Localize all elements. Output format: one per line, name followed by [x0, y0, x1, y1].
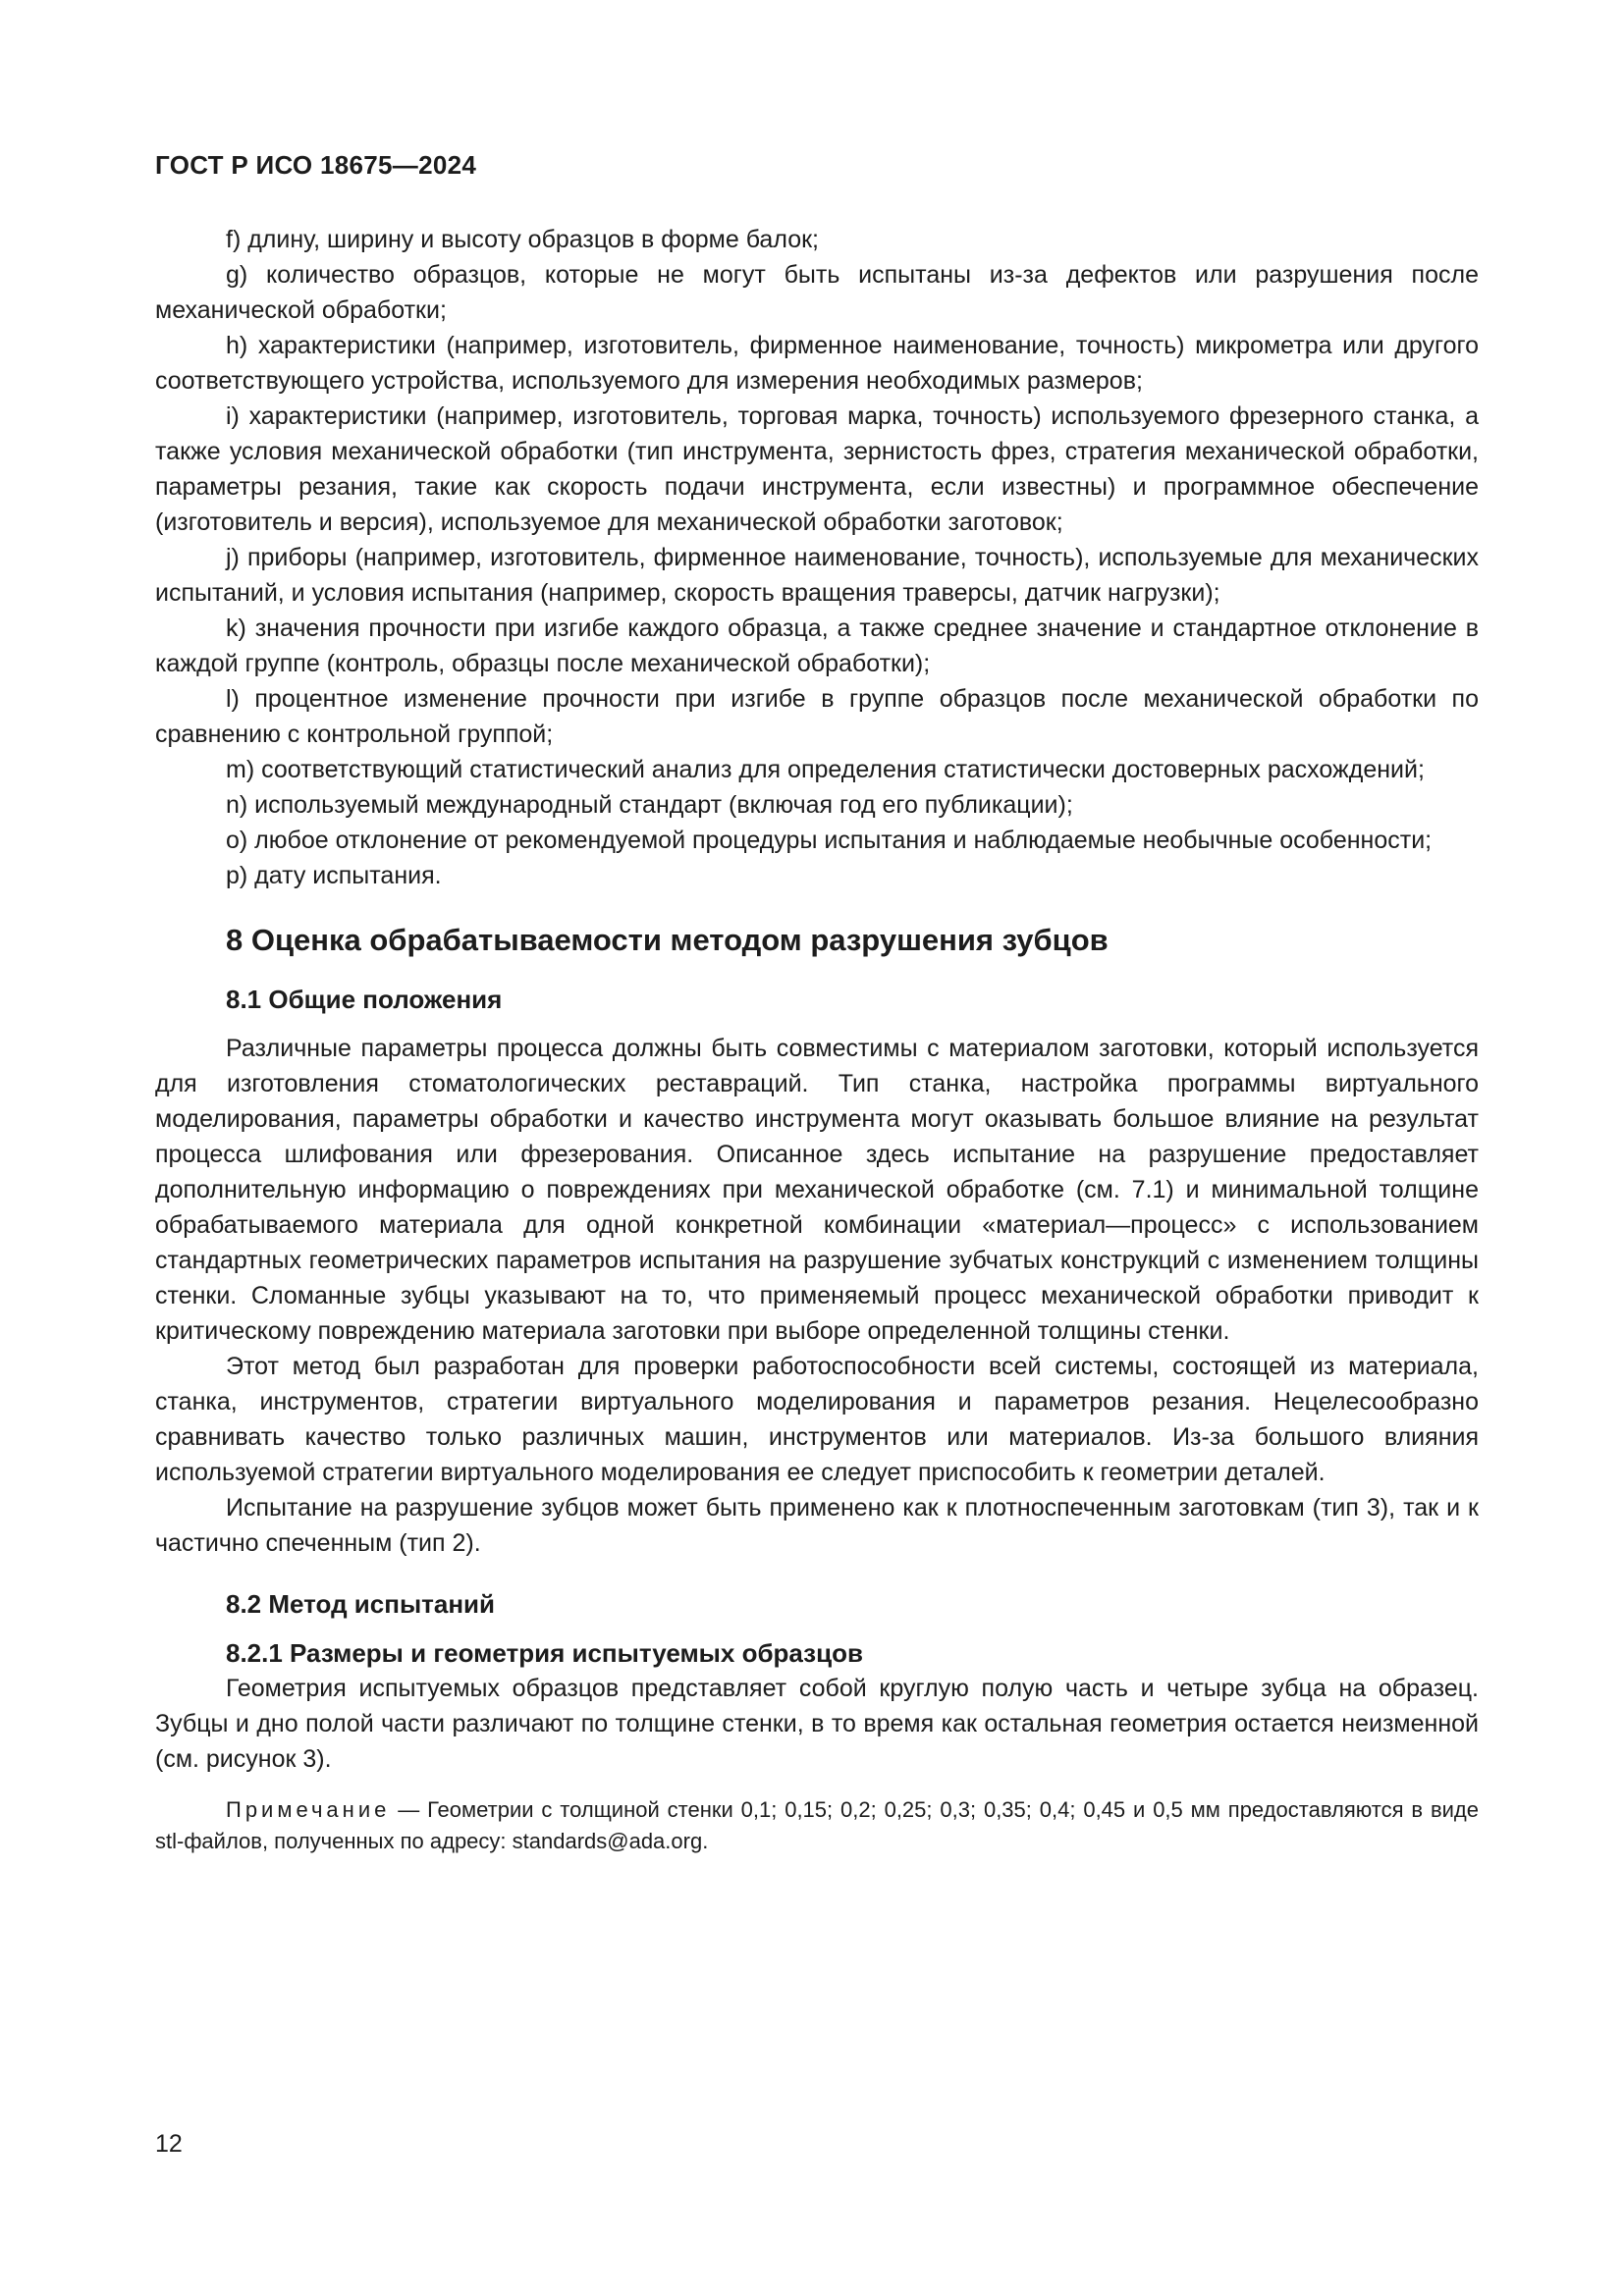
list-item-f: f) длину, ширину и высоту образцов в форме балок; [226, 226, 819, 253]
list-item-k: k) значения прочности при изгибе каждого образца, а также среднее значение и стандартное отклонение в каждой группе (контроль, образцы после механической обработки); [155, 614, 1479, 677]
list-item-n: n) используемый международный стандарт (включая год его публикации); [226, 791, 1073, 819]
note-text: — Геометрии с толщиной стенки 0,1; 0,15; 0,2; 0,25; 0,3; 0,35; 0,4; 0,45 и 0,5 мм предоставляются в виде stl-файлов, полученных по адресу: standards@ada.org. [155, 1797, 1479, 1853]
section-8-1-paragraph-2: Этот метод был разработан для проверки работоспособности всей системы, состоящей из материала, станка, инструментов, стратегии виртуального моделирования и параметров резания. Нецелесообразно сравнивать качество только различных машин, инструментов или материалов. Из-за большого влияния используемой стратегии виртуального моделирования ее следует приспособить к геометрии деталей. [155, 1353, 1479, 1486]
section-8-2-1-paragraph: Геометрия испытуемых образцов представляет собой круглую полую часть и четыре зубца на образец. Зубцы и дно полой части различают по толщине стенки, в то время как остальная геометрия остается неизменной (см. рисунок 3). [155, 1675, 1479, 1773]
page-content [155, 222, 1479, 1857]
note-lead: Примечание [226, 1797, 391, 1822]
section-8-1-paragraph-3: Испытание на разрушение зубцов может быть применено как к плотноспеченным заготовкам (тип 3), так и к частично спеченным (тип 2). [155, 1494, 1479, 1557]
list-item-j: j) приборы (например, изготовитель, фирменное наименование, точность), используемые для механических испытаний, и условия испытания (например, скорость вращения траверсы, датчик нагрузки); [155, 544, 1479, 607]
list-item-p: p) дату испытания. [226, 862, 442, 889]
section-8-2-1-heading: 8.2.1 Размеры и геометрия испытуемых образцов [226, 1638, 863, 1668]
list-item-i: i) характеристики (например, изготовитель, торговая марка, точность) используемого фрезерного станка, а также условия механической обработки (тип инструмента, зернистость фрез, стратегия механической обработки, параметры резания, такие как скорость подачи инструмента, если известны) и программное обеспечение (изготовитель и версия), используемое для механической обработки заготовок; [155, 402, 1479, 536]
section-8-1-heading: 8.1 Общие положения [226, 985, 503, 1014]
section-8-heading: 8 Оценка обрабатываемости методом разрушения зубцов [226, 923, 1109, 957]
page-number: 12 [155, 2130, 183, 2158]
section-8-2-heading: 8.2 Метод испытаний [226, 1589, 496, 1619]
document-code-header: ГОСТ Р ИСО 18675—2024 [155, 150, 477, 180]
list-item-o: o) любое отклонение от рекомендуемой процедуры испытания и наблюдаемые необычные особенности; [226, 827, 1433, 854]
list-item-l: l) процентное изменение прочности при изгибе в группе образцов после механической обработки по сравнению с контрольной группой; [155, 685, 1479, 748]
section-8-1-paragraph-1: Различные параметры процесса должны быть совместимы с материалом заготовки, который используется для изготовления стоматологических реставраций. Тип станка, настройка программы виртуального моделирования, параметры обработки и качество инструмента могут оказывать большое влияние на результат процесса шлифования или фрезерования. Описанное здесь испытание на разрушение предоставляет дополнительную информацию о повреждениях при механической обработке (см. 7.1) и минимальной толщине обрабатываемого материала для одной конкретной комбинации «материал—процесс» с использованием стандартных геометрических параметров испытания на разрушение зубчатых конструкций с изменением толщины стенки. Сломанные зубцы указывают на то, что применяемый процесс механической обработки приводит к критическому повреждению материала заготовки при выборе определенной толщины стенки. [155, 1035, 1479, 1345]
note [155, 1794, 1479, 1857]
list-item-m: m) соответствующий статистический анализ для определения статистически достоверных расхождений; [226, 756, 1425, 783]
list-item-g: g) количество образцов, которые не могут быть испытаны из-за дефектов или разрушения после механической обработки; [155, 261, 1479, 324]
list-item-h: h) характеристики (например, изготовитель, фирменное наименование, точность) микрометра или другого соответствующего устройства, используемого для измерения необходимых размеров; [155, 332, 1479, 395]
